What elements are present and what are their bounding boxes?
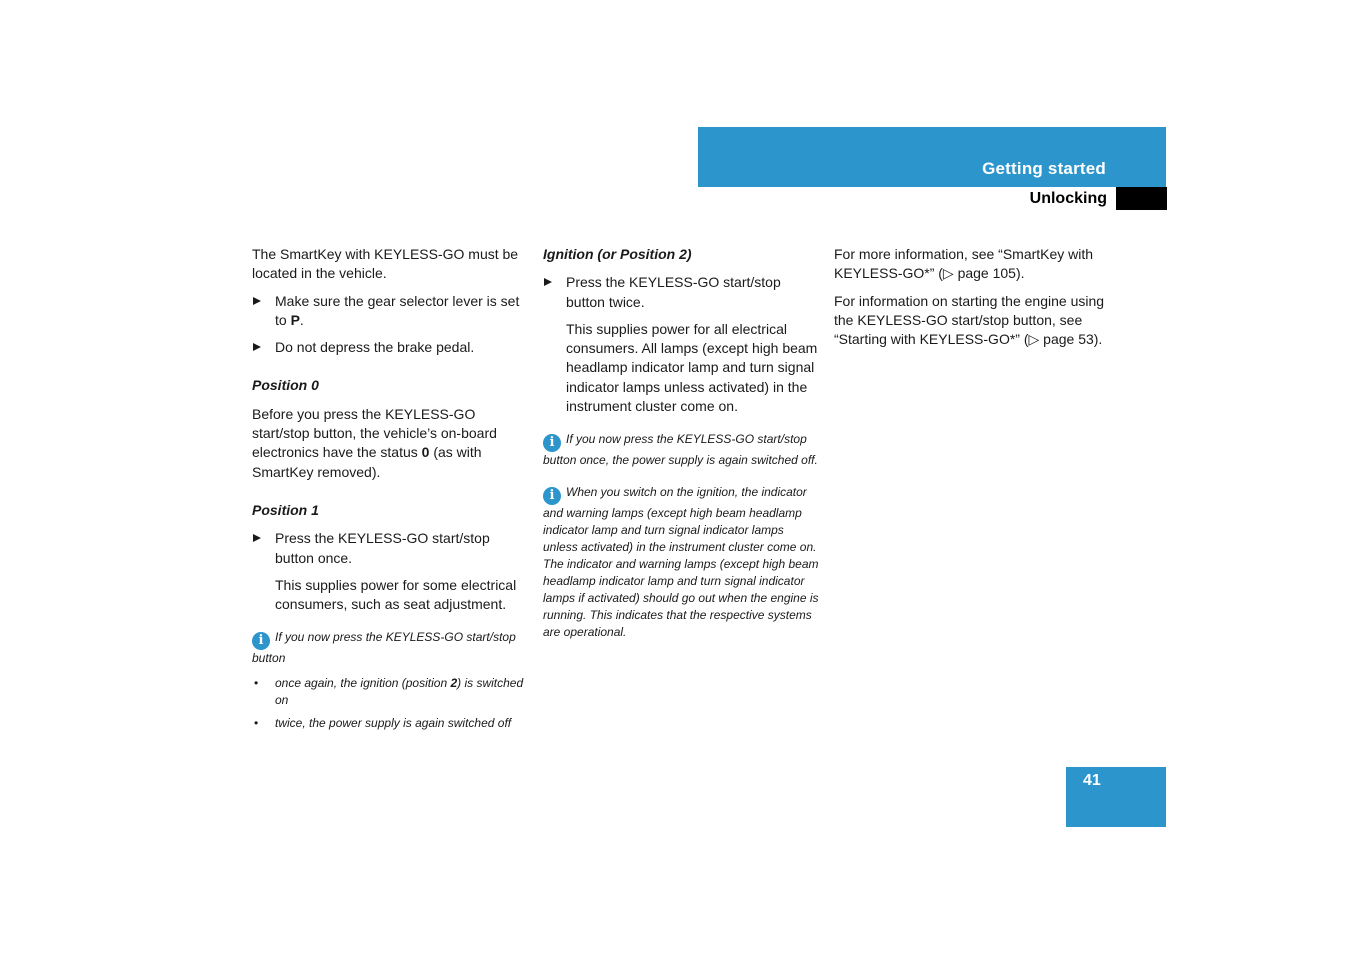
heading-position-0: Position 0	[252, 377, 319, 394]
step-text: Make sure the gear selector lever is set to	[275, 292, 520, 328]
step-text: Do not depress the brake pedal.	[275, 339, 475, 356]
pos0-text: Before you press the KEYLESS-GO start/stop button, the vehicle’s on-board electronics have the status	[252, 405, 497, 461]
bullet-text: once again, the ignition (position	[275, 676, 451, 691]
note-text: If you now press the KEYLESS-GO start/stop button	[252, 630, 516, 666]
triangle-bullet-icon	[253, 534, 261, 542]
position-0-paragraph	[252, 405, 528, 482]
note-text: When you switch on the ignition, the indicator and warning lamps (except high beam headlamp indicator lamp and turn signal indicator lamps unless activated) in the instrument cluster come on. The indicator and warning lamps (except high beam headlamp indicator lamp and turn signal indicator lamps if activated) should go out when the engine is running. This indicates that the respective systems are operational.	[543, 485, 819, 640]
pos0-text-end: (as with SmartKey removed).	[252, 444, 482, 480]
heading-position-1: Position 1	[252, 501, 319, 518]
step-press-twice	[543, 273, 819, 312]
list-item	[252, 715, 528, 732]
smartkey-reference: For more information, see “SmartKey with KEYLESS-GO*” (▷ page 105).	[834, 246, 1094, 282]
status-0: 0	[421, 444, 430, 461]
step-text: Press the KEYLESS-GO start/stop button once.	[275, 530, 490, 566]
list-item	[252, 675, 528, 709]
gear-p: P	[290, 311, 300, 328]
position-2: 2	[450, 676, 458, 691]
column-right	[834, 245, 1110, 357]
info-note	[543, 484, 819, 641]
starting-reference: For information on starting the engine using the KEYLESS-GO start/stop button, see “Starting with KEYLESS-GO*” (▷ page 53).	[834, 292, 1105, 348]
section-tab-marker	[1116, 187, 1167, 210]
column-left	[252, 245, 528, 738]
info-icon: i	[543, 487, 561, 505]
info-note	[543, 431, 819, 469]
triangle-bullet-icon	[253, 343, 261, 351]
info-note	[252, 629, 528, 667]
position-1-result: This supplies power for some electrical consumers, such as seat adjustment.	[275, 576, 517, 613]
section-title: Getting started	[982, 159, 1106, 178]
page-number: 41	[1083, 772, 1101, 789]
section-header-band	[698, 127, 1166, 187]
triangle-bullet-icon	[544, 278, 552, 286]
triangle-bullet-icon	[253, 297, 261, 305]
step-text-end: .	[299, 311, 304, 328]
bullet-dot-icon: •	[254, 676, 259, 691]
bullet-text: twice, the power supply is again switched off	[275, 716, 512, 731]
info-icon: i	[543, 434, 561, 452]
subsection-title: Unlocking	[1029, 190, 1107, 207]
note-text: If you now press the KEYLESS-GO start/stop button once, the power supply is again switched off.	[543, 432, 818, 468]
step-brake-pedal	[252, 338, 528, 357]
info-icon: i	[252, 632, 270, 650]
page-number-box	[1066, 767, 1166, 827]
step-text: Press the KEYLESS-GO start/stop button twice.	[566, 274, 781, 310]
bullet-text-end: ) is switched on	[275, 676, 524, 708]
step-press-once	[252, 529, 528, 568]
intro-paragraph: The SmartKey with KEYLESS-GO must be located in the vehicle.	[252, 246, 519, 282]
column-middle	[543, 245, 819, 649]
heading-ignition: Ignition (or Position 2)	[543, 246, 692, 262]
step-gear-selector	[252, 292, 528, 331]
ignition-result: This supplies power for all electrical consumers. All lamps (except high beam headlamp indicator lamp and turn signal indicator lamps unless activated) in the instrument cluster come on.	[566, 320, 818, 415]
bullet-dot-icon: •	[254, 716, 259, 731]
